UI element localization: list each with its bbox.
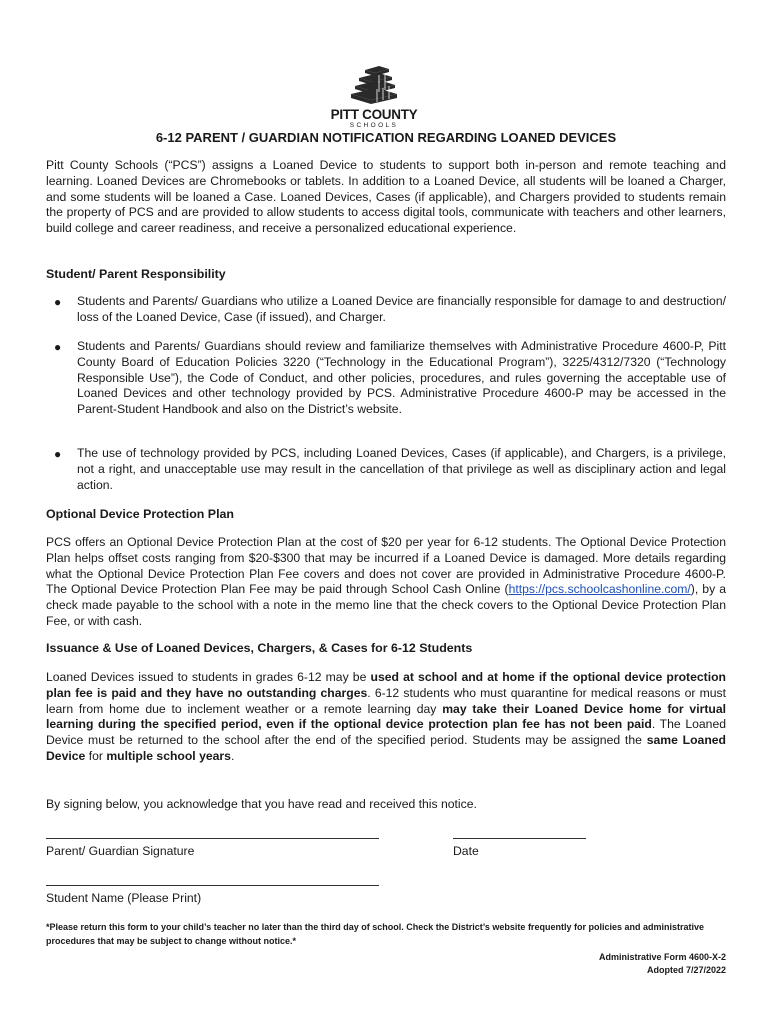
date-label: Date (453, 844, 479, 858)
bullet-dot: ● (54, 447, 62, 461)
parent-signature-label: Parent/ Guardian Signature (46, 844, 195, 858)
building-stack-icon (337, 64, 411, 106)
page-title: 6-12 PARENT / GUARDIAN NOTIFICATION REGARDING LOANED DEVICES (155, 130, 617, 145)
responsibility-bullet-2: Students and Parents/ Guardians should review and familiarize themselves with Administrative Procedure 4600-P, Pitt County Board of Education Policies 3220 (“Technology in the Educational Program”), 3225/4312/7320 (“Technology Responsible Use”), the Code of Conduct, and other policies, procedures, and rules governing the acceptable use of Loaned Devices and other technology provided by PCS. Administrative Procedure 4600-P may be accessed in the Parent-Student Handbook and also on the District’s website. (77, 339, 726, 417)
issuance-text: . The Loaned Device must be returned to the school after the end of the specified period. Students may be assigned the (46, 717, 726, 748)
issuance-bold: used at school and at home if the optional device protection plan fee is paid and they have no outstanding charges (46, 670, 726, 700)
issuance-paragraph (46, 670, 726, 765)
footnote: *Please return this form to your child’s teacher no later than the third day of school. Check the District’s website frequently for policies and administrative procedures that may be subject to change without notice.* (46, 922, 704, 946)
date-line[interactable] (453, 838, 586, 839)
responsibility-bullet-1: Students and Parents/ Guardians who utilize a Loaned Device are financially responsible for damage to and destruction/ loss of the Loaned Device, Case (if issued), and Charger. (77, 294, 726, 324)
bullet-dot: ● (54, 295, 62, 309)
issuance-heading: Issuance & Use of Loaned Devices, Chargers, & Cases for 6-12 Students (46, 641, 473, 655)
responsibility-heading: Student/ Parent Responsibility (46, 267, 226, 281)
issuance-text: . (230, 748, 235, 763)
admin-adopted-date: Adopted 7/27/2022 (646, 965, 726, 975)
logo-sub: SCHOOLS (349, 122, 399, 129)
bullet-dot: ● (54, 340, 62, 354)
protection-text-1: PCS offers an Optional Device Protection Plan at the cost of $20 per year for 6-12 students. The Optional Device Protection Plan helps offset costs ranging from $20-$300 that may be incurred if a Loaned Device is damaged. More details regarding what the Optional Device Protection Plan Fee covers and does not cover are provided in Administrative Procedure 4600-P. The Optional Device Protection Plan Fee may be paid through School Cash Online ( (46, 535, 726, 597)
issuance-text: Loaned Devices issued to students in grades 6-12 may be (46, 670, 371, 684)
issuance-bold: multiple school years (106, 748, 231, 763)
responsibility-bullet-3: The use of technology provided by PCS, including Loaned Devices, Cases (if applicable), and Chargers, is a privilege, not a right, and unacceptable use may result in the cancellation of that privilege as well as disciplinary action and legal action. (77, 446, 726, 492)
acknowledge-text: By signing below, you acknowledge that you have read and received this notice. (46, 797, 477, 811)
pitt-county-logo (309, 64, 439, 130)
protection-paragraph (46, 535, 726, 630)
issuance-text: for (85, 748, 107, 763)
school-cash-online-link[interactable]: https://pcs.schoolcashonline.com/ (508, 582, 691, 597)
student-name-label: Student Name (Please Print) (46, 891, 202, 905)
intro-paragraph: Pitt County Schools (“PCS”) assigns a Loaned Device to students to support both in-person and remote teaching and learning. Loaned Devices are Chromebooks or tablets. In addition to a Loaned Device, all students will be loaned a Charger, and some students will be loaned a Case. Loaned Devices, Cases (if applicable), and Chargers provided to students remain the property of PCS and are provided to allow students to access digital tools, communicate with teachers and other learners, build college and career readiness, and receive a personalized educational experience. (46, 158, 726, 236)
issuance-text: . 6-12 students who must quarantine for medical reasons or must learn from home due to inclement weather or a remote learning day (46, 685, 726, 716)
protection-heading: Optional Device Protection Plan (46, 507, 234, 521)
issuance-bold: may take their Loaned Device home for virtual learning during the specified period, even if the optional device protection plan fee has not been paid (46, 701, 726, 732)
protection-text-2: ), by a check made payable to the school with a note in the memo line that the check covers to the Optional Device Protection Plan Fee, or with cash. (46, 582, 726, 628)
student-name-line[interactable] (46, 885, 379, 886)
admin-form-number: Administrative Form 4600-X-2 (598, 952, 726, 962)
admin-form-info (599, 951, 726, 977)
parent-signature-line[interactable] (46, 838, 379, 839)
issuance-bold: same Loaned Device (46, 733, 726, 763)
logo-name: PITT COUNTY (330, 107, 418, 122)
